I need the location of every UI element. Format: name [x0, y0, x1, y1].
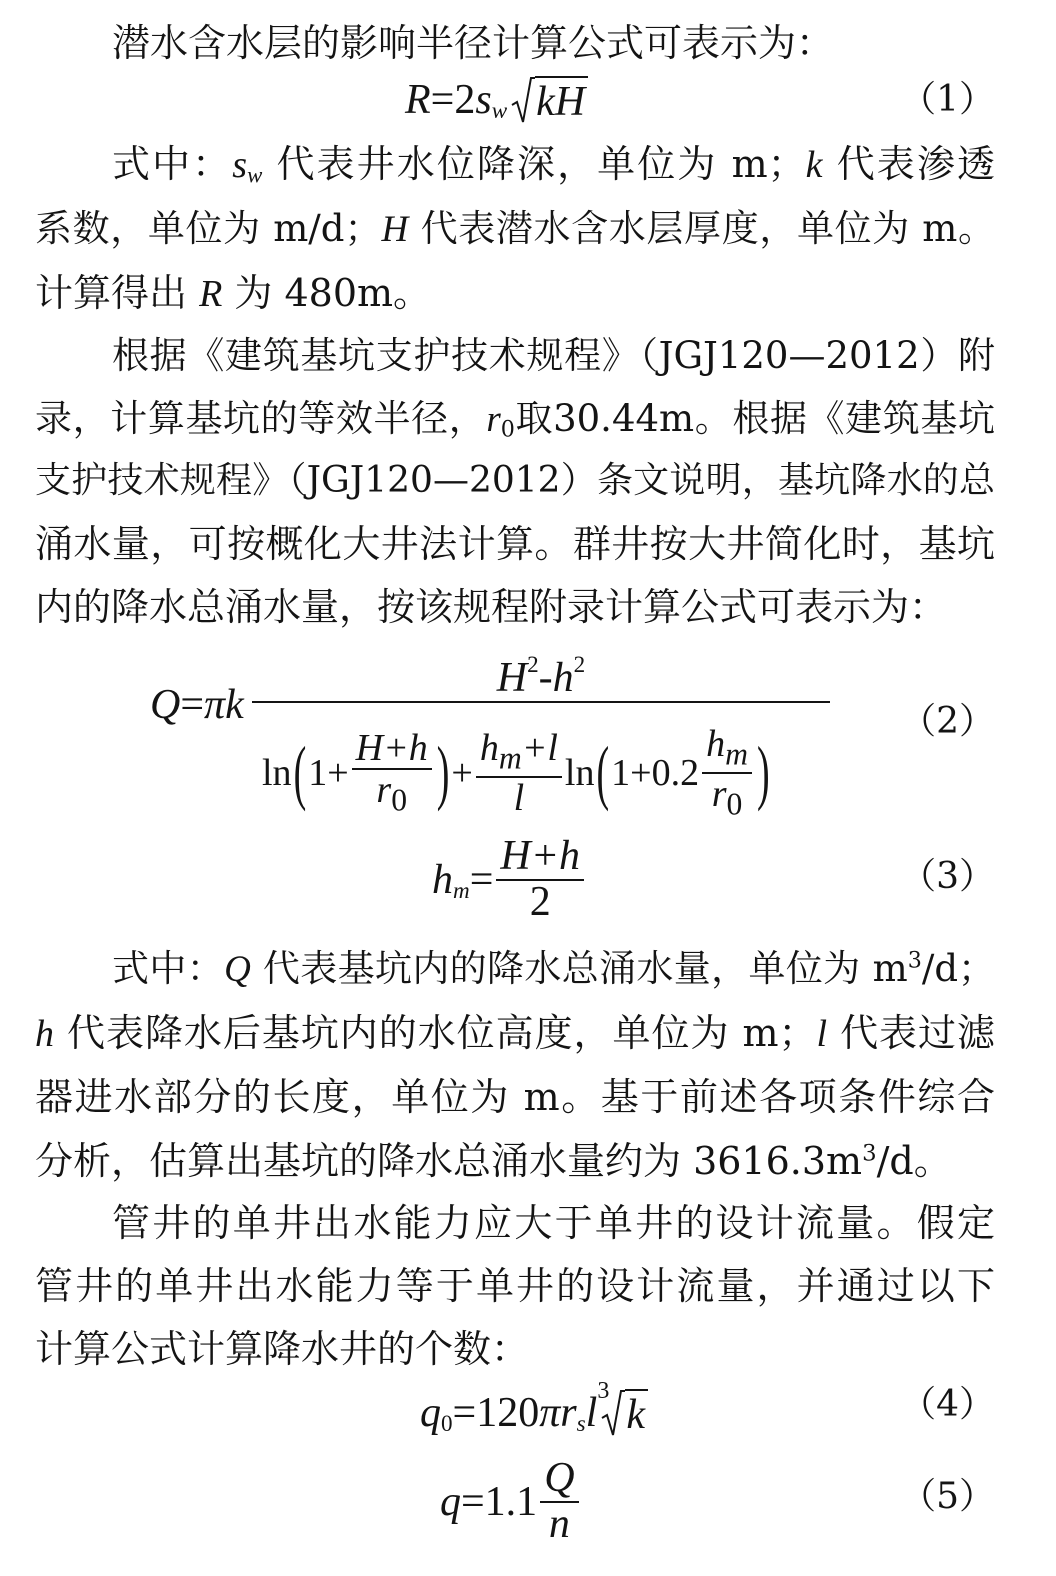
eq5-equals-coef: =1.1: [461, 1479, 538, 1525]
eq3-denominator: 2: [529, 879, 551, 925]
p2-line-1: 根据《建筑基坑支护技术规程》（JGJ120—2012）附: [112, 334, 995, 377]
equation-3: h $_m$ = $\frac{H+h}{2}$: [432, 838, 587, 922]
eq2-frac2-numerator: [476, 727, 562, 778]
eq2-frac3-denominator: [702, 774, 752, 820]
text-span: 代表降水后基坑内的水位高度，单位为 m；: [54, 1011, 817, 1055]
eq2-frac2-h-subscript: m: [498, 740, 522, 776]
text-span: 式中：: [112, 947, 225, 990]
eq1-square-root: [511, 76, 588, 124]
text-span: 代表渗透: [822, 142, 995, 186]
eq2-ln-1: ln: [262, 752, 292, 794]
var-Q: Q: [224, 949, 251, 990]
text-span: 分析，估算出基坑的降水总涌水量约为 3616.3m: [35, 1139, 863, 1183]
eq4-r: r: [560, 1390, 577, 1436]
eq4-q: q: [420, 1390, 441, 1436]
p3-line-2: [35, 1002, 995, 1064]
var-r-subscript: 0: [500, 416, 515, 443]
eq2-lhs: [150, 683, 244, 727]
eq4-radicand: k: [625, 1389, 648, 1437]
text-span: 录，计算基坑的等效半径，: [35, 397, 487, 440]
eq2-fraction-3: [702, 723, 752, 822]
eq1-operator: =2: [430, 77, 476, 123]
eq3-fraction: [496, 833, 584, 925]
p2-line-3: 支护技术规程》（JGJ120—2012）条文说明，基坑降水的总: [35, 460, 995, 501]
p2-line-2: [35, 388, 995, 450]
eq4-l: l: [585, 1390, 598, 1436]
unit-exponent: 3: [907, 947, 922, 974]
eq2-num-minus: -: [538, 655, 553, 701]
unit-exponent: 3: [862, 1140, 877, 1167]
text-span: /d。: [876, 1139, 952, 1183]
eq3-h: h: [432, 857, 453, 903]
eq2-frac1-denominator: [352, 770, 432, 816]
eq2-num-h-exponent: 2: [573, 651, 586, 677]
eq2-close-paren-2: ): [756, 733, 770, 813]
eq5-fraction: [540, 1455, 578, 1547]
eq2-frac1-r-subscript: 0: [391, 782, 408, 818]
eq2-fraction-bar: [252, 701, 830, 703]
p2-line-5: 内的降水总涌水量，按该规程附录计算公式可表示为：: [35, 585, 948, 629]
eq3-equals: =: [469, 857, 494, 903]
text-span: 取30.44m。根据《建筑基坑: [514, 397, 995, 440]
eq2-Q: Q: [150, 682, 181, 728]
equation-1: R =2 s $_w$ kH: [405, 70, 588, 130]
text-span: 式中：: [112, 142, 233, 186]
eq4-root-index: 3: [597, 1378, 610, 1404]
eq1-radicand: kH: [535, 76, 588, 124]
text-span: /d；: [921, 947, 995, 990]
radical-sign-icon: [511, 76, 535, 124]
equation-5: [440, 1455, 582, 1547]
eq2-frac3-h-subscript: m: [725, 736, 748, 772]
text-span: 计算得出: [35, 271, 200, 315]
intro-text: 潜水含水层的影响半径计算公式可表示为：: [112, 21, 835, 65]
eq5-denominator: n: [548, 1501, 570, 1547]
eq5-numerator: Q: [540, 1459, 578, 1503]
p2-line-4: 涌水量，可按概化大井法计算。群井按大井简化时，基坑: [35, 522, 995, 566]
text-span: 系数，单位为 m/d；: [35, 207, 382, 250]
var-s-subscript: w: [247, 162, 263, 188]
p1-line-3: [35, 262, 995, 324]
eq2-fraction-2: [476, 727, 562, 819]
eq2-open-paren-2: (: [596, 733, 610, 813]
equation-2-label: （2）: [900, 701, 995, 742]
eq2-num-H-exponent: 2: [527, 651, 539, 677]
equation-2: [150, 640, 840, 822]
eq2-frac3-h: h: [706, 723, 726, 766]
eq3-numerator: H+h: [496, 837, 584, 881]
p4-line-2: 管井的单井出水能力等于单井的设计流量，并通过以下: [35, 1264, 995, 1308]
eq4-equals-coef: =120: [452, 1390, 540, 1436]
eq1-lhs: R: [405, 77, 431, 123]
var-R: R: [199, 273, 223, 315]
equation-4: q $_0$ =120 π r $_s$ l 3 k: [420, 1383, 648, 1443]
equation-4-label: （4）: [900, 1384, 995, 1425]
eq2-equals: =: [180, 682, 205, 728]
eq2-frac2-plus-l: +l: [521, 727, 558, 770]
eq2-num-h: h: [552, 655, 574, 701]
text-span: 为 480m。: [222, 271, 432, 315]
eq2-frac3-numerator: [702, 723, 752, 774]
eq2-frac1-numerator: H+h: [352, 730, 432, 770]
eq2-num-H: H: [496, 655, 528, 701]
var-H: H: [381, 209, 409, 250]
p4-line-3: 计算公式计算降水井的个数：: [35, 1327, 530, 1371]
p1-line-2: [35, 198, 995, 260]
eq2-close-paren-1: ): [436, 733, 450, 813]
equation-5-label: （5）: [900, 1476, 995, 1517]
eq4-pi: π: [539, 1390, 561, 1436]
eq2-plus: +: [451, 752, 473, 794]
eq2-open-paren-1: (: [293, 733, 307, 813]
intro-line: [35, 12, 995, 74]
var-l: l: [816, 1013, 828, 1055]
text-span: 代表潜水含水层厚度，单位为 m。: [408, 207, 995, 250]
var-s: s: [232, 144, 248, 186]
eq2-one-plus-coef: 1+0.2: [611, 752, 700, 794]
eq2-fraction-1: [352, 727, 432, 818]
eq2-numerator: [252, 646, 830, 700]
eq2-frac3-r-subscript: 0: [726, 786, 743, 822]
text-span: 代表过滤: [827, 1011, 995, 1055]
equation-3-label: （3）: [900, 856, 995, 897]
p3-line-1: [35, 938, 995, 1000]
eq2-frac1-r: r: [376, 769, 392, 812]
p3-line-4: [35, 1130, 995, 1192]
text-span: 代表井水位降深，单位为 m；: [262, 142, 806, 186]
eq2-one-plus-1: 1+: [308, 752, 349, 794]
var-h: h: [35, 1013, 54, 1055]
eq2-k: k: [225, 682, 244, 728]
p4-line-1: 管井的单井出水能力应大于单井的设计流量。假定: [112, 1201, 995, 1245]
equation-1-label: （1）: [900, 79, 995, 120]
eq1-s: s: [475, 77, 492, 123]
eq2-frac3-r: r: [711, 773, 727, 815]
p1-line-1: [35, 133, 995, 195]
eq2-frac2-h: h: [479, 727, 499, 770]
p3-line-3: 器进水部分的长度，单位为 m。基于前述各项条件综合: [35, 1075, 995, 1119]
eq2-pi: π: [204, 682, 226, 728]
var-k: k: [805, 144, 823, 186]
eq5-q: q: [440, 1479, 461, 1525]
eq2-denominator: [262, 723, 772, 822]
eq2-frac2-denominator: l: [513, 776, 525, 819]
eq4-cube-root: [597, 1378, 648, 1438]
text-span: 代表基坑内的降水总涌水量，单位为 m: [250, 947, 908, 990]
var-r: r: [486, 399, 501, 440]
eq2-ln-2: ln: [564, 752, 595, 794]
